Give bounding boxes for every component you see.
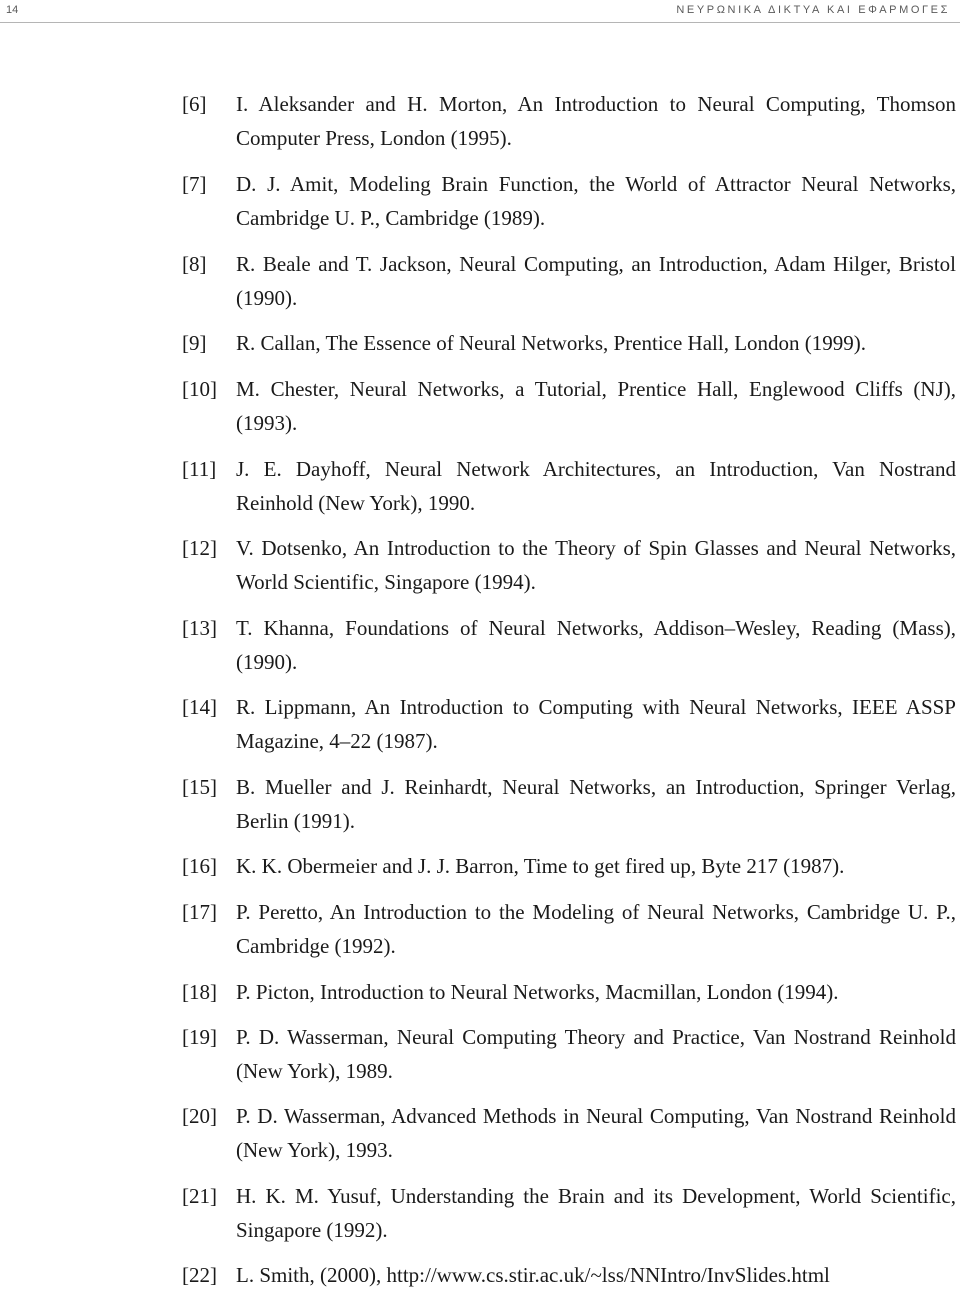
reference-item	[182, 611, 956, 679]
reference-item	[182, 895, 956, 963]
reference-item	[182, 1258, 956, 1292]
reference-number: [16]	[182, 854, 217, 878]
reference-number: [21]	[182, 1184, 217, 1208]
reference-text: M. Chester, Neural Networks, a Tutorial, Prentice Hall, Englewood Cliffs (NJ),(1993).	[236, 377, 956, 435]
reference-number: [20]	[182, 1104, 217, 1128]
reference-text: V. Dotsenko, An Introduction to the Theory of Spin Glasses and Neural Networks, World Scientific, Singapore (1994).	[236, 536, 956, 594]
reference-text: B. Mueller and J. Reinhardt, Neural Networks, an Introduction, Springer Verlag, Berlin (1991).	[236, 775, 956, 833]
reference-text: R. Beale and T. Jackson, Neural Computing, an Introduction, Adam Hilger, Bristol (1990).	[236, 252, 956, 310]
reference-item	[182, 372, 956, 440]
reference-item	[182, 531, 956, 599]
reference-item	[182, 690, 956, 758]
reference-number: [15]	[182, 775, 217, 799]
reference-number: [9]	[182, 331, 207, 355]
reference-number: [12]	[182, 536, 217, 560]
reference-number: [18]	[182, 980, 217, 1004]
reference-number: [14]	[182, 695, 217, 719]
reference-text: K. K. Obermeier and J. J. Barron, Time to get fired up, Byte 217 (1987).	[236, 854, 845, 878]
reference-item	[182, 87, 956, 155]
reference-item	[182, 975, 956, 1009]
reference-text: R. Lippmann, An Introduction to Computing with Neural Networks, IEEE ASSP Magazine, 4–22 (1987).	[236, 695, 956, 753]
reference-text: T. Khanna, Foundations of Neural Networks, Addison–Wesley, Reading (Mass), (1990).	[236, 616, 956, 674]
reference-number: [7]	[182, 172, 207, 196]
reference-text: R. Callan, The Essence of Neural Networks, Prentice Hall, London (1999).	[236, 331, 867, 355]
reference-number: [17]	[182, 900, 217, 924]
reference-text: P. Picton, Introduction to Neural Networks, Macmillan, London (1994).	[236, 980, 839, 1004]
reference-text: P. D. Wasserman, Neural Computing Theory and Practice, Van Nostrand Reinhold (New York), 1989.	[236, 1025, 956, 1083]
reference-item	[182, 1099, 956, 1167]
reference-text: L. Smith, (2000), http://www.cs.stir.ac.uk/~lss/NNIntro/InvSlides.html	[236, 1263, 830, 1287]
running-title: ΝΕΥΡΩΝΙΚΑ ΔΙΚΤΥΑ ΚΑΙ ΕΦΑΡΜΟΓΕΣ	[676, 4, 950, 16]
reference-text: P. Peretto, An Introduction to the Modeling of Neural Networks, Cambridge U. P., Cambridge (1992).	[236, 900, 956, 958]
reference-text: P. D. Wasserman, Advanced Methods in Neural Computing, Van Nostrand Reinhold (New York), 1993.	[236, 1104, 956, 1162]
reference-number: [10]	[182, 377, 217, 401]
reference-text: J. E. Dayhoff, Neural Network Architectures, an Introduction, Van Nostrand Reinhold (New York), 1990.	[236, 457, 956, 515]
reference-number: [8]	[182, 252, 207, 276]
reference-number: [22]	[182, 1263, 217, 1287]
reference-number: [11]	[182, 457, 217, 481]
reference-number: [19]	[182, 1025, 217, 1049]
reference-item	[182, 167, 956, 235]
reference-number: [13]	[182, 616, 217, 640]
reference-text: H. K. M. Yusuf, Understanding the Brain and its Development, World Scientific, Singapore (1992).	[236, 1184, 956, 1242]
reference-text: D. J. Amit, Modeling Brain Function, the World of Attractor Neural Networks, Cambridge U. P., Cambridge (1989).	[236, 172, 956, 230]
page-number: 14	[6, 4, 19, 16]
reference-number: [6]	[182, 92, 207, 116]
reference-item	[182, 1020, 956, 1088]
reference-text: I. Aleksander and H. Morton, An Introduction to Neural Computing, Thomson Computer Press, London (1995).	[236, 92, 956, 150]
reference-item	[182, 849, 956, 883]
reference-item	[182, 247, 956, 315]
reference-item	[182, 452, 956, 520]
reference-item	[182, 326, 956, 360]
reference-item	[182, 1179, 956, 1247]
reference-item	[182, 770, 956, 838]
